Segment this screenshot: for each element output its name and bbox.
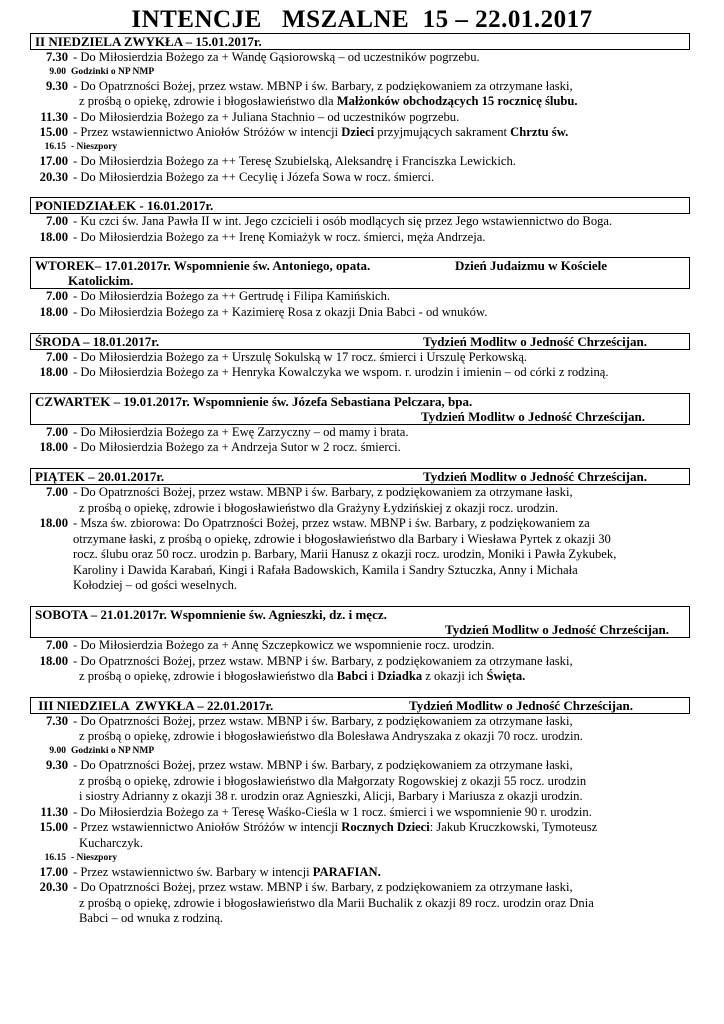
day-header-note: Tydzień Modlitw o Jedność Chrześcijan. (409, 697, 633, 713)
day-header-text: WTOREK– 17.01.2017r. Wspomnienie św. Antoniego, opata. (35, 258, 371, 274)
day-header (30, 468, 690, 485)
service-entry (30, 745, 694, 758)
mass-entry (30, 425, 694, 441)
mass-entry (30, 79, 694, 110)
day-header-note: Tydzień Modlitw o Jedność Chrześcijan. (445, 622, 669, 638)
mass-time: 15.00 (39, 820, 68, 835)
mass-intention: - Do Opatrzności Bożej, przez wstaw. MBNP i św. Barbary, z podziękowaniem za otrzymane łaski, z prośbą o opiekę, zdrowie i błogosławieństwo dla Marii Buchalik z okazji 89 rocz. urodzin oraz Dnia Babci – od wnuka z rodziną. (73, 880, 594, 926)
service-name: - Nieszpory (71, 141, 118, 152)
mass-time: 11.30 (40, 804, 68, 819)
mass-intention: - Do Miłosierdzia Bożego za + Annę Szczepkowicz we wspomnienie rocz. urodzin. (73, 638, 495, 653)
mass-intention: - Do Miłosierdzia Bożego za ++ Gertrudę i Filipa Kamińskich. (73, 289, 391, 304)
mass-intention: - Do Miłosierdzia Bożego za + Teresę Waśko-Cieśla w 1 rocz. śmierci i we wspomnienie 90 r. urodzin. (73, 804, 592, 819)
mass-intention: - Przez wstawiennictwo Aniołów Stróżów w intencji Dzieci przyjmujących sakrament Chrztu św. (73, 125, 569, 140)
mass-entry (30, 305, 694, 321)
mass-time: 7.00 (45, 424, 68, 439)
mass-entry (30, 214, 694, 230)
mass-entry (30, 289, 694, 305)
mass-intention: - Do Miłosierdzia Bożego za ++ Teresę Szubielską, Aleksandrę i Franciszka Lewickich. (73, 153, 516, 168)
mass-entry (30, 350, 694, 366)
day-header-text: II NIEDZIELA ZWYKŁA – 15.01.2017r. (35, 34, 262, 49)
mass-entry (30, 758, 694, 805)
service-entry (30, 66, 694, 79)
service-name: - Nieszpory (71, 852, 118, 863)
mass-entry (30, 50, 694, 66)
service-name: Godzinki o NP NMP (71, 746, 155, 757)
mass-time: 7.30 (45, 713, 68, 728)
mass-time: 18.00 (39, 365, 68, 380)
mass-entry (30, 365, 694, 381)
mass-time: 7.00 (45, 214, 68, 229)
day-header (30, 697, 690, 714)
day-section (30, 257, 694, 320)
day-header (30, 197, 690, 214)
mass-entry (30, 805, 694, 821)
page-title: INTENCJE MSZALNE 15 – 22.01.2017 (131, 6, 593, 33)
mass-time: 15.00 (39, 125, 68, 140)
day-header-text: CZWARTEK – 19.01.2017r. Wspomnienie św. Józefa Sebastiana Pelczara, bpa. (35, 393, 473, 409)
mass-intention: - Do Opatrzności Bożej, przez wstaw. MBNP i św. Barbary, z podziękowaniem za otrzymane łaski, z prośbą o opiekę, zdrowie i błogosławieństwo dla Grażyny Łydzińskiej z okazji rocz. urodzin. (73, 484, 573, 515)
day-header (30, 33, 690, 50)
day-header-text: PIĄTEK – 20.01.2017r. (35, 468, 165, 484)
service-time: 16.15 (44, 852, 66, 863)
mass-time: 9.30 (45, 78, 68, 93)
mass-time: 18.00 (39, 440, 68, 455)
mass-time: 7.00 (45, 484, 68, 499)
mass-intention: - Do Opatrzności Bożej, przez wstaw. MBNP i św. Barbary, z podziękowaniem za otrzymane łaski, z prośbą o opiekę, zdrowie i błogosławieństwo dla Babci i Dziadka z okazji ich Święta. (73, 653, 573, 684)
day-header-text: SOBOTA – 21.01.2017r. Wspomnienie św. Agnieszki, dz. i męcz. (35, 607, 387, 623)
mass-intention: - Do Miłosierdzia Bożego za + Kazimierę Rosa z okazji Dnia Babci - od wnuków. (73, 304, 488, 319)
mass-time: 18.00 (39, 516, 68, 531)
mass-intention: - Przez wstawiennictwo św. Barbary w intencji PARAFIAN. (73, 864, 381, 879)
mass-entry (30, 516, 694, 594)
mass-entry (30, 230, 694, 246)
mass-intention: - Do Opatrzności Bożej, przez wstaw. MBNP i św. Barbary, z podziękowaniem za otrzymane łaski, z prośbą o opiekę, zdrowie i błogosławieństwo dla Małżonków obchodzących 15 rocznicę ślubu. (73, 78, 578, 109)
day-header-text: ŚRODA – 18.01.2017r. (35, 333, 160, 349)
day-section (30, 468, 694, 594)
day-header-note-cont: Katolickim. (68, 273, 134, 289)
day-section (30, 697, 694, 927)
mass-intention: - Do Miłosierdzia Bożego za + Henryka Kowalczyka we wspom. r. urodzin i imienin – od córki z rodziną. (73, 365, 609, 380)
day-section (30, 393, 694, 456)
service-time: 9.00 (49, 746, 66, 757)
mass-intention: - Do Miłosierdzia Bożego za ++ Cecylię i Józefa Sowa w rocz. śmierci. (73, 169, 435, 184)
day-section (30, 606, 694, 685)
mass-intention: - Do Miłosierdzia Bożego za + Ewę Zarzyczny – od mamy i brata. (73, 424, 409, 439)
mass-entry (30, 714, 694, 745)
mass-time: 20.30 (39, 880, 68, 895)
service-time: 9.00 (49, 66, 66, 77)
mass-time: 9.30 (45, 758, 68, 773)
mass-time: 18.00 (39, 229, 68, 244)
mass-entry (30, 170, 694, 186)
mass-entry (30, 110, 694, 126)
mass-intention: - Msza św. zbiorowa: Do Opatrzności Bożej, przez wstaw. MBNP i św. Barbary, z podziękowaniem za otrzymane łaski, z prośbą o opiekę, zdrowie i błogosławieństwo dla Barbary i Wiesława Pyrtek z okazji 30 rocz. ślubu oraz 50 rocz. urodzin p. Barbary, Marii Hanusz z okazji rocz. urodzin, Moniki i Pawła Zykubek, Karoliny i Dawida Karabań, Kingi i Rafała Badowskich, Kamila i Sandry Sztuczka, Anny i Michała Kołodziej – od gości weselnych. (73, 516, 617, 593)
service-name: Godzinki o NP NMP (71, 66, 155, 77)
day-header (30, 393, 690, 425)
day-header-text: III NIEDZIELA ZWYKŁA – 22.01.2017r. (35, 697, 274, 713)
mass-intention: - Do Opatrzności Bożej, przez wstaw. MBNP i św. Barbary, z podziękowaniem za otrzymane łaski, z prośbą o opiekę, zdrowie i błogosławieństwo dla Małgorzaty Rogowskiej z okazji 55 rocz. urodzin i siostry Adrianny z okazji 38 r. urodzin oraz Agnieszki, Alicji, Barbary i Mariusza z okazji urodzin. (73, 758, 587, 804)
mass-time: 7.00 (45, 289, 68, 304)
day-header (30, 606, 690, 638)
mass-entry (30, 125, 694, 141)
service-time: 16.15 (44, 141, 66, 152)
mass-intention: - Do Miłosierdzia Bożego za + Urszulę Sokulską w 17 rocz. śmierci i Urszulę Perkowską. (73, 349, 528, 364)
mass-entry (30, 440, 694, 456)
mass-entry (30, 865, 694, 881)
mass-intention: - Do Opatrzności Bożej, przez wstaw. MBNP i św. Barbary, z podziękowaniem za otrzymane łaski, z prośbą o opiekę, zdrowie i błogosławieństwo dla Bolesława Andryszaka z okazji 70 rocz. urodzin. (73, 713, 583, 744)
mass-time: 20.30 (39, 169, 68, 184)
mass-intention: - Przez wstawiennictwo Aniołów Stróżów w intencji Rocznych Dzieci: Jakub Kruczkowski, Tymoteusz Kucharczyk. (73, 820, 598, 850)
mass-intention: - Do Miłosierdzia Bożego za + Andrzeja Sutor w 2 rocz. śmierci. (73, 440, 401, 455)
day-header (30, 333, 690, 350)
mass-entry (30, 654, 694, 685)
service-entry (30, 852, 694, 865)
mass-time: 7.00 (45, 638, 68, 653)
mass-time: 17.00 (39, 864, 68, 879)
day-header-note: Dzień Judaizmu w Kościele (454, 258, 607, 274)
mass-entry (30, 820, 694, 851)
mass-time: 17.00 (39, 153, 68, 168)
mass-time: 7.00 (45, 349, 68, 364)
day-section (30, 333, 694, 381)
day-header-note: Tydzień Modlitw o Jedność Chrześcijan. (421, 408, 645, 424)
mass-time: 11.30 (40, 109, 68, 124)
day-section (30, 197, 694, 245)
mass-intention: - Ku czci św. Jana Pawła II w int. Jego czcicieli i osób modlących się przez Jego wstawiennictwo do Boga. (73, 214, 613, 229)
day-header-text: PONIEDZIAŁEK - 16.01.2017r. (35, 198, 214, 214)
mass-intention: - Do Miłosierdzia Bożego za + Juliana Stachnio – od uczestników pogrzebu. (73, 109, 460, 124)
mass-time: 18.00 (39, 304, 68, 319)
day-header-note: Tydzień Modlitw o Jedność Chrześcijan. (423, 468, 647, 484)
mass-intention: - Do Miłosierdzia Bożego za ++ Irenę Komiażyk w rocz. śmierci, męża Andrzeja. (73, 229, 486, 244)
mass-intention: - Do Miłosierdzia Bożego za + Wandę Gąsiorowską – od uczestników pogrzebu. (73, 50, 480, 64)
mass-entry (30, 485, 694, 516)
mass-time: 18.00 (39, 653, 68, 668)
day-section (30, 33, 694, 185)
mass-entry (30, 154, 694, 170)
day-header-note: Tydzień Modlitw o Jedność Chrześcijan. (423, 333, 647, 349)
service-entry (30, 141, 694, 154)
day-header (30, 257, 690, 289)
mass-time: 7.30 (45, 50, 68, 64)
mass-entry (30, 880, 694, 927)
mass-entry (30, 638, 694, 654)
